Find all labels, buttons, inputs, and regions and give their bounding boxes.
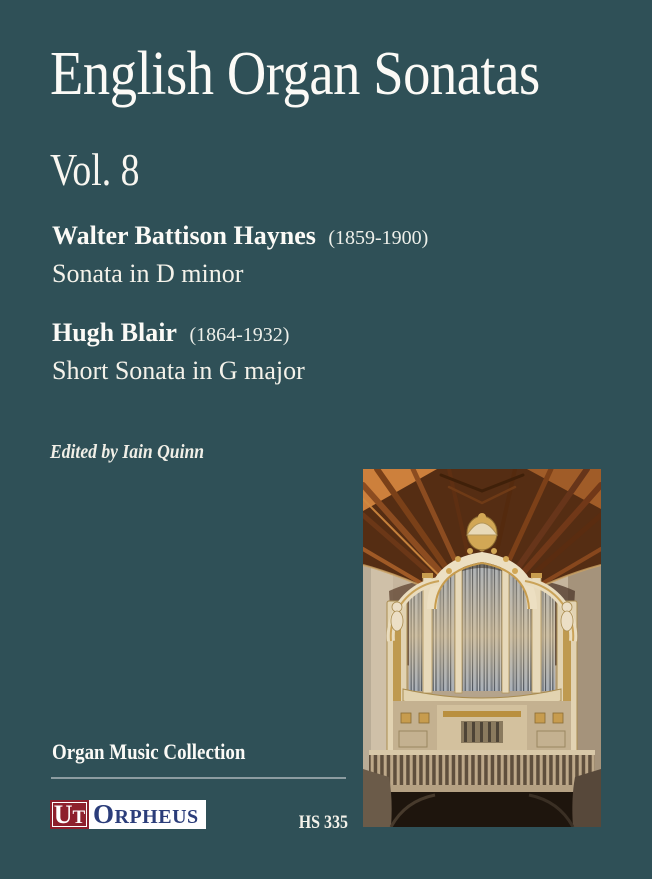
volume-label: Vol. 8 <box>50 144 140 195</box>
composer-name: Walter Battison Haynes <box>52 221 316 250</box>
work-entry <box>52 315 305 389</box>
cover-title: English Organ Sonatas <box>50 40 540 108</box>
work-title: Short Sonata in G major <box>52 356 305 385</box>
composer-name: Hugh Blair <box>52 318 177 347</box>
composer-line <box>52 218 428 256</box>
series-label: Organ Music Collection <box>52 739 246 764</box>
publisher-logo-ut: UT <box>50 800 89 829</box>
work-title: Sonata in D minor <box>52 259 244 288</box>
composer-dates: (1859-1900) <box>328 227 429 249</box>
catalog-number: HS 335 <box>298 812 348 833</box>
work-entry <box>52 218 428 292</box>
publisher-logo-orpheus: ORPHEUS <box>89 800 206 829</box>
organ-photo <box>363 469 601 827</box>
editor-credit: Edited by Iain Quinn <box>50 441 205 463</box>
organ-gallery <box>393 689 571 753</box>
publisher-logo <box>50 800 206 829</box>
composer-dates: (1864-1932) <box>189 324 290 346</box>
balustrade <box>369 750 595 792</box>
composer-line <box>52 315 305 353</box>
divider-rule <box>51 777 346 779</box>
